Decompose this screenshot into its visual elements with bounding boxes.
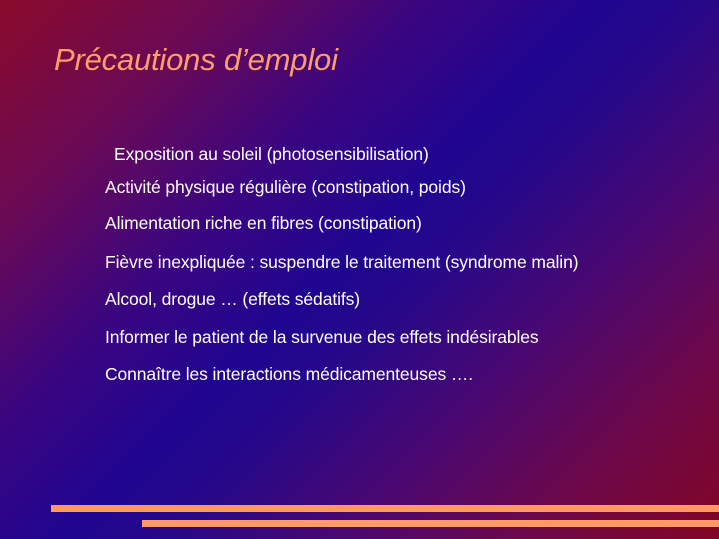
bullet-item-alcohol-drugs: Alcool, drogue … (effets sédatifs) — [105, 289, 361, 309]
bullet-item-drug-interactions: Connaître les interactions médicamenteuses …. — [105, 364, 474, 384]
slide-title: Précautions d’emploi — [54, 42, 338, 77]
bullet-item-inform-patient: Informer le patient de la survenue des effets indésirables — [105, 327, 539, 347]
bullet-item-physical-activity: Activité physique régulière (constipation, poids) — [105, 177, 466, 197]
decorative-bar-top — [51, 505, 719, 512]
bullet-item-fever: Fièvre inexpliquée : suspendre le traitement (syndrome malin) — [105, 252, 579, 272]
decorative-bar-bottom — [142, 520, 719, 527]
bullet-item-fiber-diet: Alimentation riche en fibres (constipation) — [105, 213, 422, 233]
bullet-item-sun-exposure: Exposition au soleil (photosensibilisation) — [114, 144, 429, 164]
